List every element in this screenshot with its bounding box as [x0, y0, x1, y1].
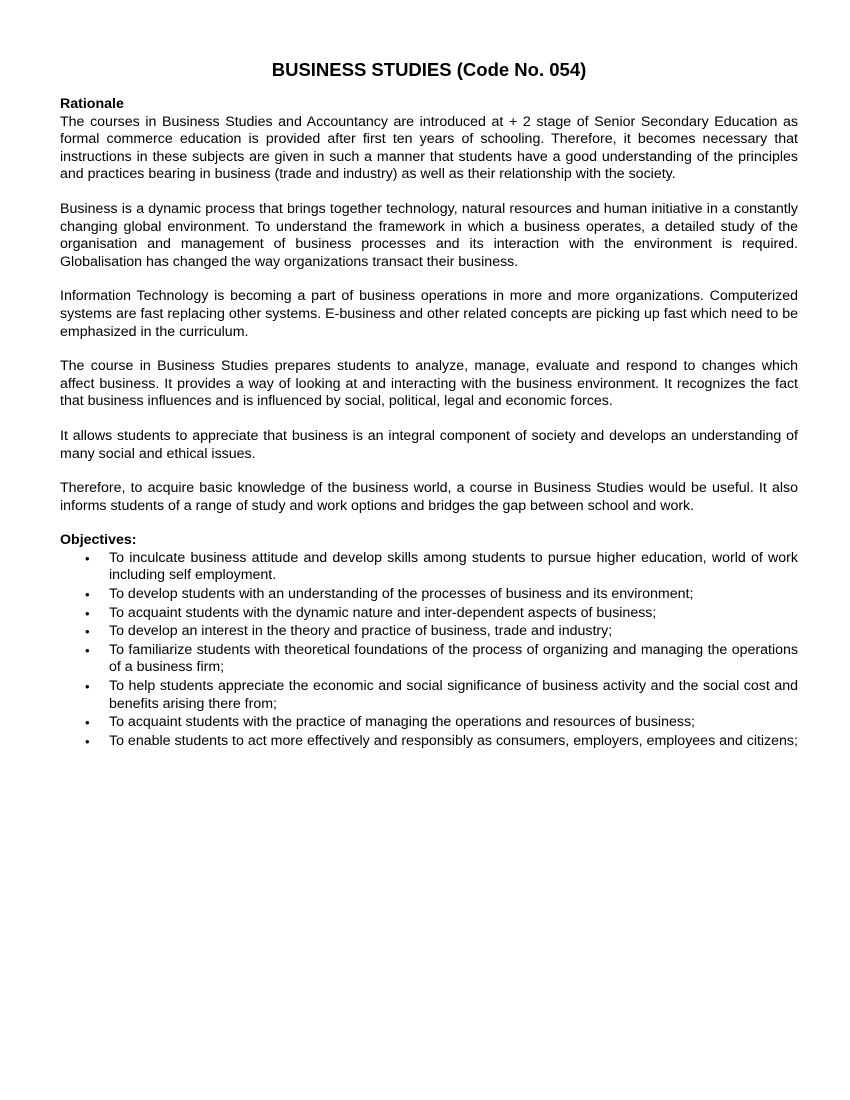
bullet-icon: • — [85, 642, 90, 658]
bullet-icon: • — [85, 733, 90, 749]
objective-text: To acquaint students with the practice of managing the operations and resources of business; — [109, 714, 695, 731]
objective-text: To enable students to act more effectively and responsibly as consumers, employers, employees and citizens; — [109, 732, 798, 749]
objectives-heading: Objectives: — [60, 532, 137, 549]
objective-text: To inculcate business attitude and develop skills among students to pursue higher education, world of work including self employment. — [109, 549, 798, 584]
list-item — [60, 678, 798, 713]
rationale-heading: Rationale — [60, 96, 124, 112]
list-item — [60, 623, 798, 641]
rationale-paragraph-3: Information Technology is becoming a part of business operations in more and more organizations. Computerized systems are fast replacing other systems. E-business and other related concepts are picking up fast which need to be emphasized in the curriculum. — [60, 288, 798, 340]
rationale-paragraph-5: It allows students to appreciate that business is an integral component of society and develops an understanding of many social and ethical issues. — [60, 427, 798, 462]
bullet-icon: • — [85, 587, 90, 603]
bullet-icon: • — [85, 715, 90, 731]
bullet-icon: • — [85, 605, 90, 621]
list-item — [60, 605, 798, 623]
objective-text: To familiarize students with theoretical foundations of the process of organizing and managing the operations of a business firm; — [109, 641, 798, 676]
list-item — [60, 642, 798, 677]
objective-text: To develop an interest in the theory and practice of business, trade and industry; — [109, 623, 613, 640]
page-title: BUSINESS STUDIES (Code No. 054) — [271, 59, 587, 80]
rationale-paragraph-2: Business is a dynamic process that brings together technology, natural resources and human initiative in a constantly changing global environment. To understand the framework in which a business operates, a detailed study of the organisation and management of business processes and its interaction with the environment is required. Globalisation has changed the way organizations transact their business. — [60, 200, 798, 270]
list-item — [60, 733, 798, 751]
objective-text: To help students appreciate the economic and social significance of business activity and the social cost and benefits arising there from; — [109, 678, 798, 712]
document-page — [60, 58, 798, 751]
bullet-icon: • — [85, 550, 90, 566]
rationale-paragraph-6: Therefore, to acquire basic knowledge of the business world, a course in Business Studies would be useful. It also informs students of a range of study and work options and bridges the gap between school and work. — [60, 480, 798, 514]
objective-text: To develop students with an understanding of the processes of business and its environment; — [109, 586, 694, 603]
rationale-paragraph-1: The courses in Business Studies and Accountancy are introduced at + 2 stage of Senior Secondary Education as formal commerce education is provided after first ten years of schooling. Therefore, it becomes necessary that instructions in these subjects are given in such a manner that students have a good understanding of the principles and practices bearing in business (trade and industry) as well as their relationship with the society. — [60, 113, 798, 183]
rationale-paragraph-4: The course in Business Studies prepares students to analyze, manage, evaluate and respond to changes which affect business. It provides a way of looking at and interacting with the business environment. It recognizes the fact that business influences and is influenced by social, political, legal and economic forces. — [60, 358, 798, 410]
objectives-list — [60, 550, 798, 751]
bullet-icon: • — [85, 679, 90, 695]
list-item — [60, 586, 798, 604]
bullet-icon: • — [85, 624, 90, 640]
objective-text: To acquaint students with the dynamic nature and inter-dependent aspects of business; — [109, 604, 657, 621]
list-item — [60, 550, 798, 585]
list-item — [60, 714, 798, 732]
